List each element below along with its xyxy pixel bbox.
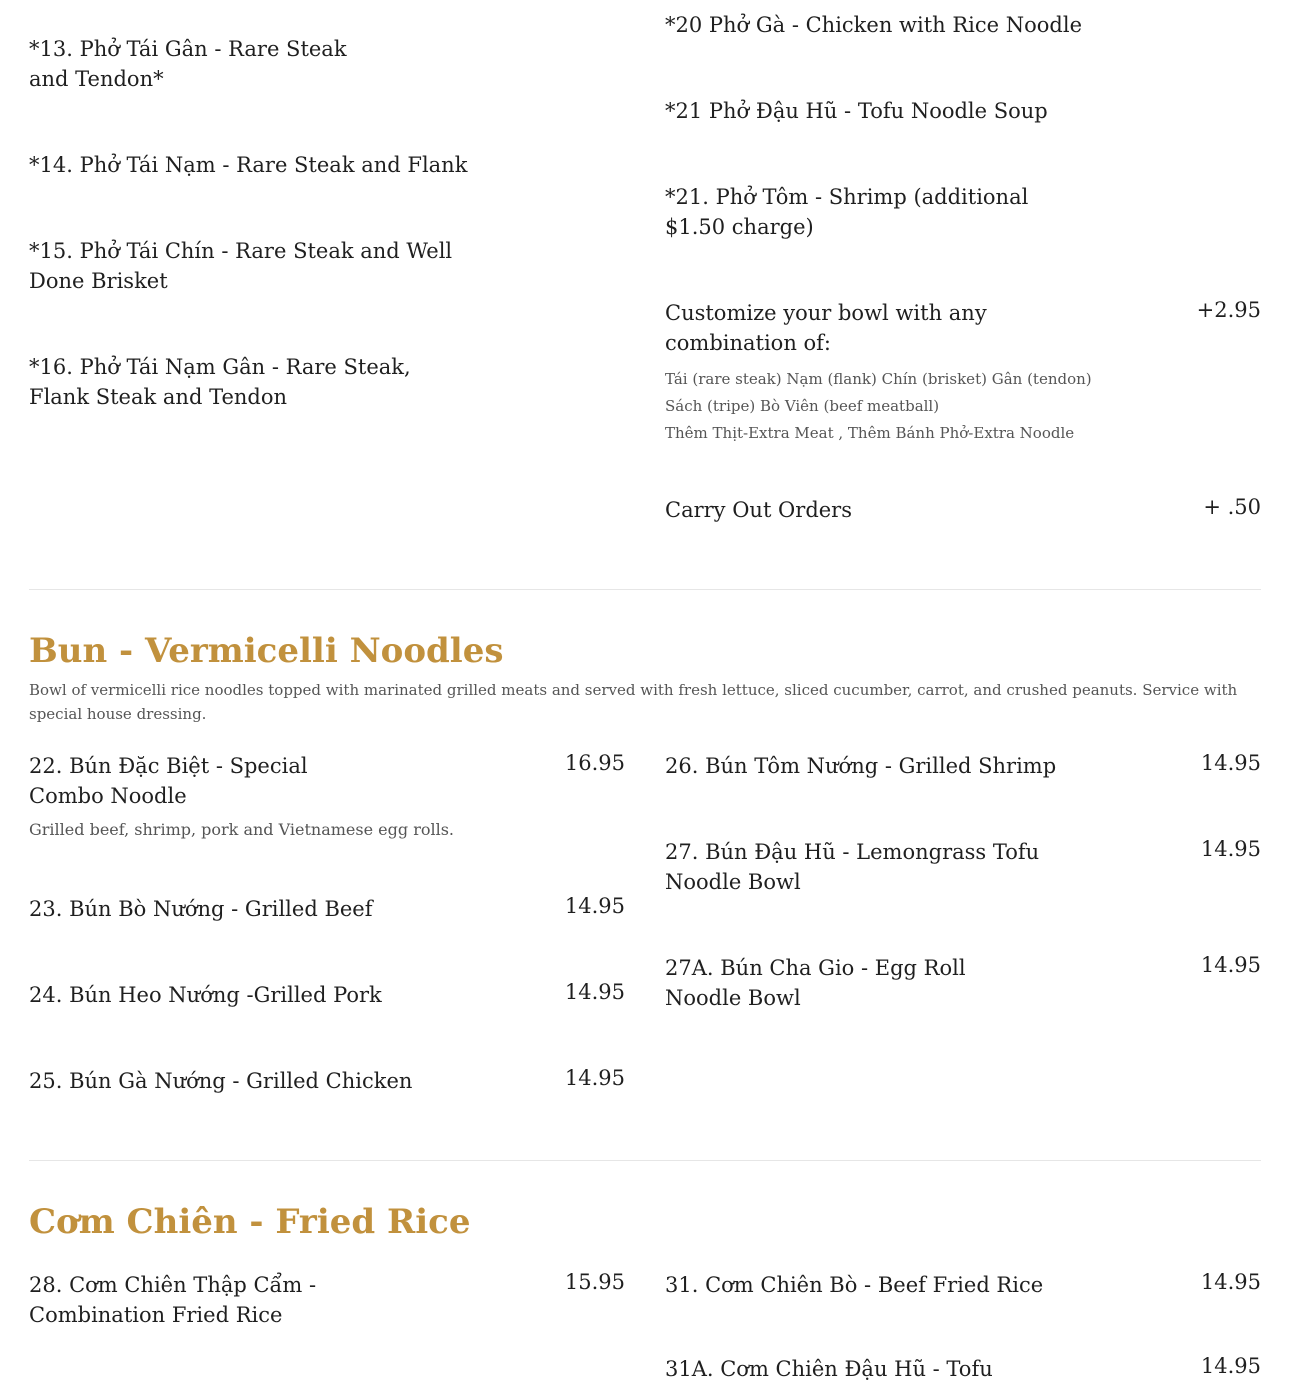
menu-item-27a (665, 953, 966, 1013)
customize-price: +2.95 (1196, 298, 1261, 322)
menu-item-14 (29, 150, 467, 180)
section-divider (29, 1160, 1261, 1161)
item-name-line1: 22. Bún Đặc Biệt - Special (29, 754, 308, 778)
item-desc: Grilled beef, shrimp, pork and Vietnamese egg rolls. (29, 820, 455, 839)
item-name-line1: *21. Phở Tôm - Shrimp (additional (665, 185, 1029, 209)
item-name-line1: 24. Bún Heo Nướng -Grilled Pork (29, 983, 382, 1007)
item-name-line2: Noodle Bowl (665, 870, 801, 894)
carry-out-item (665, 495, 852, 525)
menu-item-31a (665, 1354, 993, 1384)
item-price-25: 14.95 (564, 1066, 625, 1090)
item-name-line2: Done Brisket (29, 269, 168, 293)
menu-item-31 (665, 1270, 1043, 1300)
customize-desc-line3: Thêm Thịt-Extra Meat , Thêm Bánh Phở-Extra Noodle (665, 424, 1075, 442)
menu-item-15 (29, 236, 452, 296)
item-name-line2: and Tendon* (29, 67, 164, 91)
customize-desc-line1: Tái (rare steak) Nạm (flank) Chín (brisket) Gân (tendon) (665, 370, 1092, 388)
item-name-line1: Customize your bowl with any (665, 301, 987, 325)
item-name-line1: *15. Phở Tái Chín - Rare Steak and Well (29, 239, 453, 263)
item-price-31: 14.95 (1200, 1270, 1261, 1294)
menu-item-26 (665, 751, 1056, 781)
carry-out-label: Carry Out Orders (665, 498, 853, 522)
item-price-22: 16.95 (564, 751, 625, 775)
item-name-line1: 23. Bún Bò Nướng - Grilled Beef (29, 897, 373, 921)
section-desc-bun (29, 678, 1237, 726)
item-price-28: 15.95 (564, 1270, 625, 1294)
menu-item-13 (29, 34, 347, 94)
carry-out-price: + .50 (1203, 495, 1261, 519)
menu-item-25 (29, 1066, 412, 1096)
menu-item-23 (29, 894, 373, 924)
item-name-line2: Combo Noodle (29, 784, 187, 808)
customize-item (665, 298, 1092, 447)
section-desc-line2: special house dressing. (29, 705, 207, 723)
menu-item-28 (29, 1270, 316, 1330)
item-name-line1: *16. Phở Tái Nạm Gân - Rare Steak, (29, 355, 411, 379)
menu-item-20 (665, 10, 1082, 40)
menu-item-21-tofu (665, 96, 1048, 126)
section-divider (29, 589, 1261, 590)
item-name-line1: 28. Cơm Chiên Thập Cẩm - (29, 1273, 317, 1297)
item-name-line1: 26. Bún Tôm Nướng - Grilled Shrimp (665, 754, 1057, 778)
item-name-line2: Combination Fried Rice (29, 1303, 283, 1327)
item-name-line1: *13. Phở Tái Gân - Rare Steak (29, 37, 347, 61)
section-desc-line1: Bowl of vermicelli rice noodles topped with marinated grilled meats and served with fresh lettuce, sliced cucumber, carrot, and crushed peanuts. Service with (29, 681, 1238, 699)
item-name-line1: 31. Cơm Chiên Bò - Beef Fried Rice (665, 1273, 1044, 1297)
menu-item-21-shrimp (665, 182, 1028, 242)
item-name-line1: 31A. Cơm Chiên Đậu Hũ - Tofu (665, 1357, 993, 1381)
item-price-23: 14.95 (564, 894, 625, 918)
item-price-24: 14.95 (564, 980, 625, 1004)
menu-item-27 (665, 837, 1039, 897)
item-name-line1: *21 Phở Đậu Hũ - Tofu Noodle Soup (665, 99, 1048, 123)
item-name-line1: *20 Phở Gà - Chicken with Rice Noodle (665, 13, 1083, 37)
item-name-line2: Flank Steak and Tendon (29, 385, 288, 409)
item-name-line1: 25. Bún Gà Nướng - Grilled Chicken (29, 1069, 413, 1093)
item-name-line2: $1.50 charge) (665, 215, 814, 239)
item-name-line1: 27A. Bún Cha Gio - Egg Roll (665, 956, 966, 980)
menu-item-22 (29, 751, 454, 842)
item-price-27a: 14.95 (1200, 953, 1261, 977)
menu-item-24 (29, 980, 382, 1010)
item-price-26: 14.95 (1200, 751, 1261, 775)
menu-item-16 (29, 352, 411, 412)
section-title-com: Cơm Chiên - Fried Rice (29, 1202, 471, 1242)
item-name-line2: Noodle Bowl (665, 986, 801, 1010)
item-price-27: 14.95 (1200, 837, 1261, 861)
item-price-31a: 14.95 (1200, 1354, 1261, 1378)
customize-desc-line2: Sách (tripe) Bò Viên (beef meatball) (665, 397, 940, 415)
item-name-line2: combination of: (665, 331, 832, 355)
item-name-line1: 27. Bún Đậu Hũ - Lemongrass Tofu (665, 840, 1040, 864)
item-name-line1: *14. Phở Tái Nạm - Rare Steak and Flank (29, 153, 468, 177)
section-title-bun: Bun - Vermicelli Noodles (29, 631, 504, 671)
